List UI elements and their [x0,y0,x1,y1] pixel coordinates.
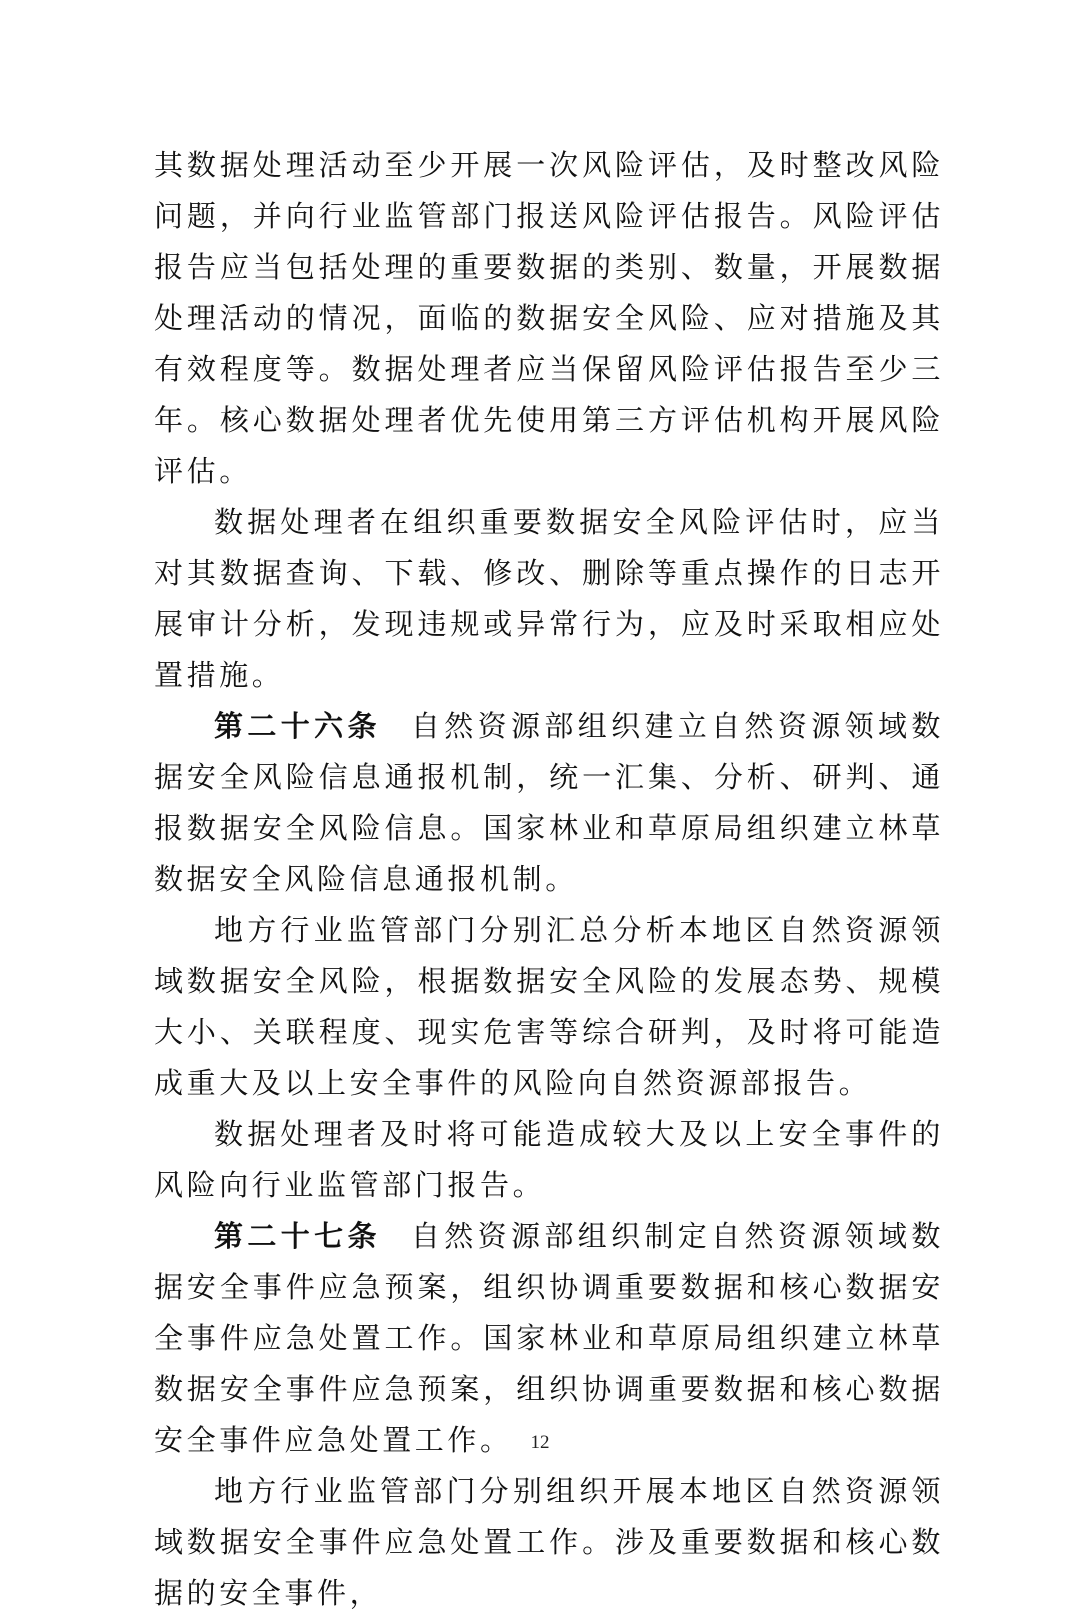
paragraph-audit-logs: 数据处理者在组织重要数据安全风险评估时，应当对其数据查询、下载、修改、删除等重点操作的日志开展审计分析，发现违规或异常行为，应及时采取相应处置措施。 [154,505,944,692]
paragraph-processor-report: 数据处理者及时将可能造成较大及以上安全事件的风险向行业监管部门报告。 [154,1117,944,1202]
paragraph-local-regulators: 地方行业监管部门分别汇总分析本地区自然资源领域数据安全风险，根据数据安全风险的发展态势、规模大小、关联程度、现实危害等综合研判，及时将可能造成重大及以上安全事件的风险向自然资源部报告。 [154,913,944,1100]
article-27-paragraph [154,1211,944,1466]
article-number: 第二十七条 [214,1219,381,1253]
paragraph-continuation: 其数据处理活动至少开展一次风险评估，及时整改风险问题，并向行业监管部门报送风险评估报告。风险评估报告应当包括处理的重要数据的类别、数量，开展数据处理活动的情况，面临的数据安全风险、应对措施及其有效程度等。数据处理者应当保留风险评估报告至少三年。核心数据处理者优先使用第三方评估机构开展风险评估。 [154,148,944,488]
article-26-paragraph [154,701,944,905]
document-body [154,140,944,1619]
article-text: 自然资源部组织建立自然资源领域数据安全风险信息通报机制，统一汇集、分析、研判、通报数据安全风险信息。国家林业和草原局组织建立林草数据安全风险信息通报机制。 [154,709,944,896]
paragraph-local-emergency: 地方行业监管部门分别组织开展本地区自然资源领域数据安全事件应急处置工作。涉及重要数据和核心数据的安全事件， [154,1474,944,1610]
article-number: 第二十六条 [214,709,381,743]
article-text: 自然资源部组织制定自然资源领域数据安全事件应急预案，组织协调重要数据和核心数据安全事件应急处置工作。国家林业和草原局组织建立林草数据安全事件应急预案，组织协调重要数据和核心数据安全事件应急处置工作。 [154,1219,944,1457]
page-number: 12 [530,1432,550,1453]
